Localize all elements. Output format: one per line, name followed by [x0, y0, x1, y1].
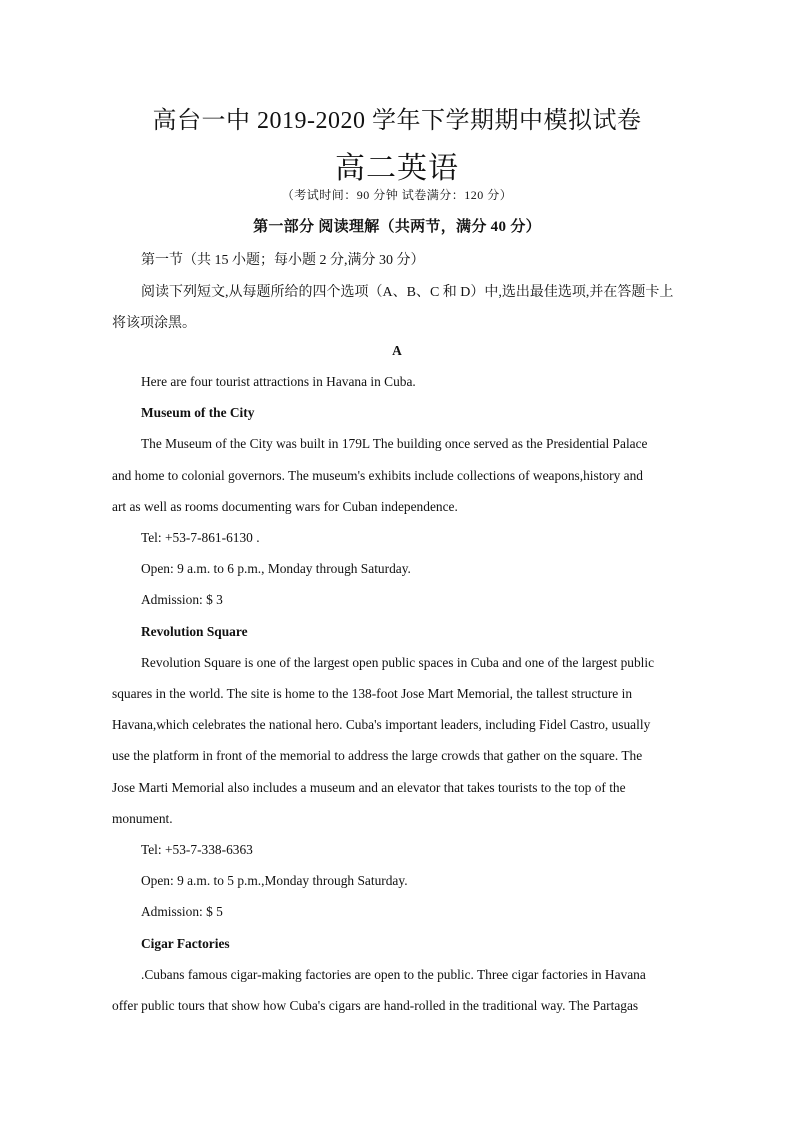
revolution-open: Open: 9 a.m. to 5 p.m.,Monday through Saturday. [141, 873, 408, 888]
museum-admission: Admission: $ 3 [141, 592, 223, 607]
section-heading-museum: Museum of the City [141, 405, 255, 420]
revolution-paragraph-line: use the platform in front of the memorial to address the large crowds that gather on the square. The [112, 748, 643, 763]
revolution-paragraph-line: Havana,which celebrates the national hero. Cuba's important leaders, including Fidel Castro, usually [112, 717, 651, 732]
passage-intro: Here are four tourist attractions in Havana in Cuba. [141, 374, 416, 389]
part-title: 第一部分 阅读理解（共两节，满分 40 分） [253, 219, 541, 235]
museum-paragraph-line: art as well as rooms documenting wars for Cuban independence. [112, 499, 458, 514]
museum-open: Open: 9 a.m. to 6 p.m., Monday through Saturday. [141, 561, 411, 576]
revolution-paragraph-line: Revolution Square is one of the largest open public spaces in Cuba and one of the largest public [141, 655, 655, 670]
section-heading-cigar: Cigar Factories [141, 936, 230, 951]
revolution-paragraph-line: squares in the world. The site is home to the 138-foot Jose Mart Memorial, the tallest structure in [112, 686, 633, 701]
instruction-line-1: 阅读下列短文,从每题所给的四个选项（A、B、C 和 D）中,选出最佳选项,并在答题卡上 [141, 285, 674, 300]
revolution-admission: Admission: $ 5 [141, 904, 223, 919]
museum-paragraph-line: and home to colonial governors. The museum's exhibits include collections of weapons,history and [112, 468, 643, 483]
section-info: 第一节（共 15 小题；每小题 2 分,满分 30 分） [141, 253, 425, 268]
revolution-paragraph-line: Jose Marti Memorial also includes a museum and an elevator that takes tourists to the top of the [112, 780, 626, 795]
museum-paragraph-line: The Museum of the City was built in 179L The building once served as the Presidential Palace [141, 436, 648, 451]
museum-tel: Tel: +53-7-861-6130 . [141, 530, 260, 545]
revolution-tel: Tel: +53-7-338-6363 [141, 842, 253, 857]
exam-info: （考试时间：90 分钟 试卷满分：120 分） [281, 188, 513, 202]
instruction-line-2: 将该项涂黑。 [112, 316, 196, 331]
exam-title: 高台一中 2019-2020 学年下学期期中模拟试卷 [152, 108, 642, 134]
section-heading-revolution: Revolution Square [141, 624, 248, 639]
cigar-paragraph-line: offer public tours that show how Cuba's cigars are hand-rolled in the traditional way. The Partagas [112, 998, 639, 1013]
passage-label: A [392, 343, 402, 358]
revolution-paragraph-line: monument. [112, 811, 173, 826]
subject-title: 高二英语 [335, 152, 459, 185]
cigar-paragraph-line: .Cubans famous cigar-making factories are open to the public. Three cigar factories in Havana [141, 967, 646, 982]
